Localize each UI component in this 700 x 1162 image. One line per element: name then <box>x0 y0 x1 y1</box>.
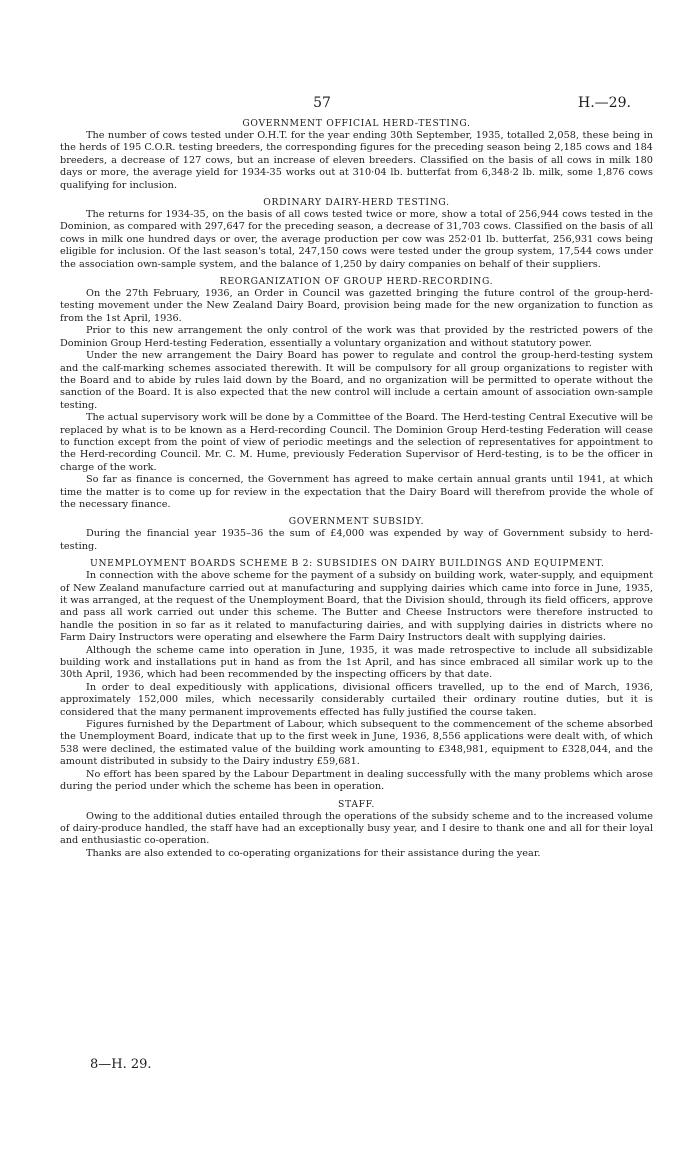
section-heading: REORGANIZATION OF GROUP HERD-RECORDING. <box>219 276 494 288</box>
paragraph: On the 27th February, 1936, an Order in Council was gazetted bringing the future control of the group-herd-testing movement under the New Zealand Dairy Board, provision being made for the new organization to function as from the 1st April, 1936. <box>60 288 653 324</box>
section-unemployment-boards-scheme <box>60 557 653 793</box>
section-heading: GOVERNMENT OFFICIAL HERD-TESTING. <box>242 118 471 129</box>
page-number: 57 <box>313 95 331 111</box>
section-heading: GOVERNMENT SUBSIDY. <box>288 516 425 528</box>
paragraph: In order to deal expeditiously with applications, divisional officers travelled, up to the end of March, 1936, approximately 152,000 miles, which necessarily considerably curtailed their ordinary routine duties, but it is considered that the many permanent improvements effected has fully justified the course taken. <box>60 681 653 718</box>
section-heading: STAFF. <box>338 798 375 810</box>
paragraph: The number of cows tested under O.H.T. for the year ending 30th September, 1935, totalled 2,058, these being in the herds of 195 C.O.R. testing breeders, the corresponding figures for the preceding season being 2,185 cows and 184 breeders, a decrease of 127 cows, but an increase of eleven breeders. Classified on the basis of all cows in milk 180 days or more, the average yield for 1934-35 works out at 310·04 lb. butterfat from 6,348·2 lb. milk, some 1,876 cows qualifying for inclusion. <box>60 130 653 191</box>
section-ordinary-dairy-herd-testing <box>60 196 653 271</box>
section-government-subsidy <box>60 515 653 553</box>
paragraph: Owing to the additional duties entailed through the operations of the subsidy scheme and to the increased volume of dairy-produce handled, the staff have had an exceptionally busy year, and I desire to thank one and all for their loyal and enthusiastic co-operation. <box>60 810 653 847</box>
paragraph: During the financial year 1935–36 the sum of £4,000 was expended by way of Government subsidy to herd-testing. <box>60 528 653 552</box>
section-reorganization-group-herd-recording <box>60 275 653 511</box>
paragraph: Under the new arrangement the Dairy Board has power to regulate and control the group-herd-testing system and the calf-marking schemes associated therewith. It will be compulsory for all group organizations to register with the Board and to abide by rules laid down by the Board, and no organization will be permitted to operate without the sanction of the Board. It is also expected that the new control will include a certain amount of association own-sample testing. <box>60 350 653 411</box>
signature-mark: 8—H. 29. <box>90 1057 152 1072</box>
document-reference: H.—29. <box>578 95 631 111</box>
page-body <box>60 117 653 864</box>
paragraph: So far as finance is concerned, the Government has agreed to make certain annual grants until 1941, at which time the matter is to come up for review in the expectation that the Dairy Board will therefrom provide the whole of the necessary finance. <box>60 474 653 510</box>
paragraph: Figures furnished by the Department of Labour, which subsequent to the commencement of the scheme absorbed the Unemployment Board, indicate that up to the first week in June, 1936, 8,556 applications were dealt with, of which 538 were declined, the estimated value of the building work amounting to £348,981, equipment to £328,044, and the amount distributed in subsidy to the Dairy industry £59,681. <box>60 719 653 768</box>
paragraph: The actual supervisory work will be done by a Committee of the Board. The Herd-testing Central Executive will be replaced by what is to be known as a Herd-recording Council. The Dominion Group Herd-testing Federation will cease to function except from the point of view of periodic meetings and the selection of representatives for appointment to the Herd-recording Council. Mr. C. M. Hume, previously Federation Supervisor of Herd-testing, is to be the officer in charge of the work. <box>60 412 653 473</box>
paragraph: Thanks are also extended to co-operating organizations for their assistance during the year. <box>86 847 541 859</box>
paragraph: In connection with the above scheme for the payment of a subsidy on building work, water-supply, and equipment of New Zealand manufacture carried out at manufacturing and supplying dairies which came into force in June, 1935, it was arranged, at the request of the Unemployment Board, that the Division should, through its field officers, approve and pass all work carried out under this scheme. The Butter and Cheese Instructors were therefore instructed to handle the position in so far as it related to manufacturing dairies, and with supplying dairies in districts where no Farm Dairy Instructors were operating and elsewhere the Farm Dairy Instructors dealt with supplying dairies. <box>60 570 653 644</box>
section-government-official-herd-testing <box>60 117 653 192</box>
paragraph: No effort has been spared by the Labour Department in dealing successfully with the many problems which arose during the period under which the scheme has been in operation. <box>60 768 653 793</box>
section-heading: ORDINARY DAIRY-HERD TESTING. <box>263 197 450 209</box>
section-staff <box>60 798 653 861</box>
paragraph: Although the scheme came into operation in June, 1935, it was made retrospective to include all subsidizable building work and installations put in hand as from the 1st April, and has since embraced all similar work up to the 30th April, 1936, which had been recommended by the inspecting officers by that date. <box>60 644 653 681</box>
section-heading: UNEMPLOYMENT BOARDS SCHEME B 2: SUBSIDIES ON DAIRY BUILDINGS AND EQUIPMENT. <box>90 558 605 570</box>
paragraph: The returns for 1934-35, on the basis of all cows tested twice or more, show a total of 256,944 cows tested in the Dominion, as compared with 297,647 for the preceding season, a decrease of 31,703 cows. Classified on the basis of all cows in milk one hundred days or over, the average production per cow was 252·01 lb. butterfat, 256,931 cows being eligible for inclusion. Of the last season's total, 247,150 cows were tested under the group system, 17,544 cows under the association own-sample system, and the balance of 1,250 by dairy companies on behalf of their suppliers. <box>60 209 653 270</box>
paragraph: Prior to this new arrangement the only control of the work was that provided by the restricted powers of the Dominion Group Herd-testing Federation, essentially a voluntary organization and without statutory power. <box>60 325 653 349</box>
